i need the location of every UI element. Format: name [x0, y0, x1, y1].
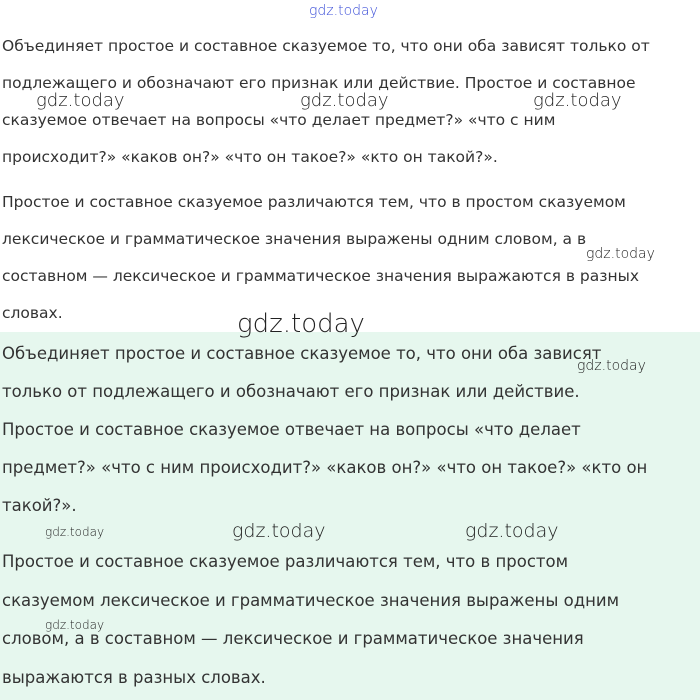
watermark: gdz.today: [533, 90, 622, 111]
watermark: gdz.today: [232, 520, 326, 542]
watermark: gdz.today: [465, 520, 559, 542]
answer-1-paragraph-2: Простое и составное сказуемое различаются тем, что в простом сказуемом лексическое и грамматическое значения выражены одним словом, а в составном — лексическое и грамматическое значения выражаются в разных словах.: [2, 193, 640, 322]
watermark: gdz.today: [577, 358, 646, 374]
watermark-top: gdz.today: [309, 3, 378, 19]
answer-1-paragraph-1: Объединяет простое и составное сказуемое то, что они оба зависят только от подлежащего и обозначают его признак или действие. Простое и составное сказуемое отвечает на вопросы «что делает предмет?» «что с ним происходит?» «каков он?» «что он такое?» «кто он такой?».: [2, 37, 650, 166]
answer-2-paragraph-2: Простое и составное сказуемое различаются тем, что в простом сказуемом лексическое и грамматическое значения выражены одним словом, а в составном — лексическое и грамматическое значения выражаются в разных словах.: [2, 552, 620, 687]
watermark: gdz.today: [45, 525, 105, 539]
watermark: gdz.today: [586, 246, 655, 262]
watermark: gdz.today: [237, 309, 365, 339]
watermark: gdz.today: [300, 90, 389, 111]
watermark: gdz.today: [36, 90, 125, 111]
watermark: gdz.today: [45, 618, 105, 632]
answer-2-paragraph-1: Объединяет простое и составное сказуемое то, что они оба зависят только от подлежащего и обозначают его признак или действие. Простое и составное сказуемое отвечает на вопросы «что делает предмет?» «что с ним происходит?» «каков он?» «что он такое?» «кто он такой?».: [2, 344, 648, 515]
